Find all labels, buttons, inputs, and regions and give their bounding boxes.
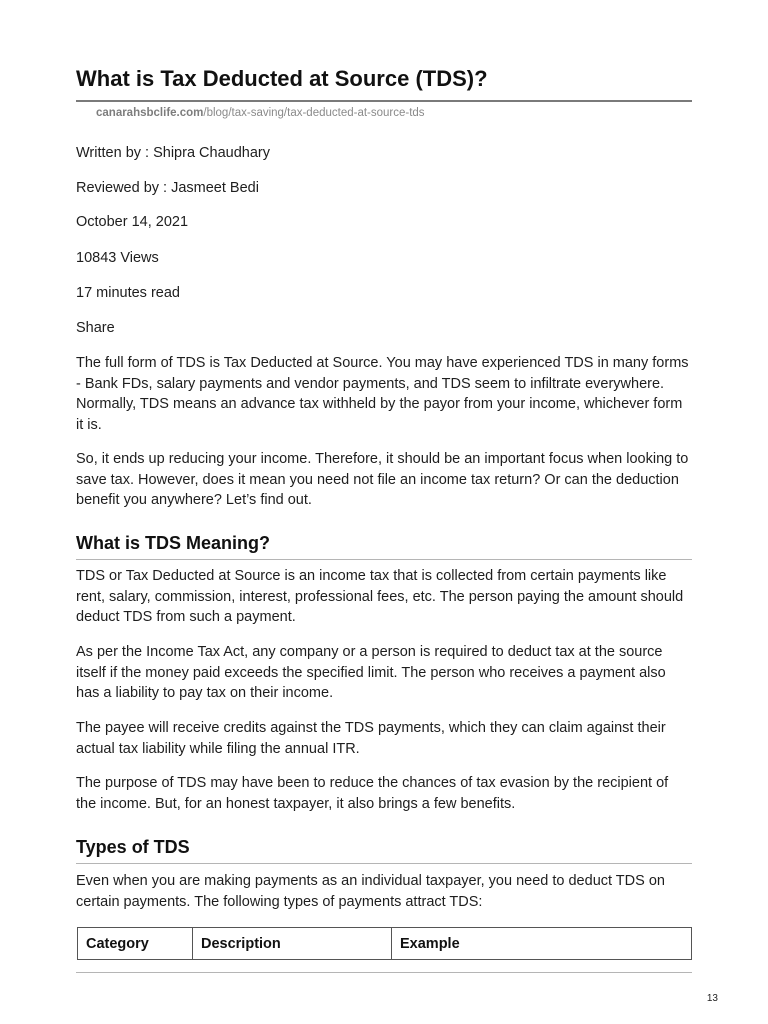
meaning-paragraph-1: TDS or Tax Deducted at Source is an income tax that is collected from certain payments like rent, salary, commission, interest, professional fees, etc. The person paying the amount should deduct TDS from such a payment. — [76, 568, 684, 625]
section-divider — [76, 863, 692, 864]
section-divider — [76, 559, 692, 560]
table-header-description: Description — [193, 928, 392, 960]
section-heading-types: Types of TDS — [76, 837, 190, 857]
page-bottom-divider — [76, 972, 692, 973]
publish-date: October 14, 2021 — [76, 214, 189, 230]
page-title: What is Tax Deducted at Source (TDS)? — [76, 66, 488, 91]
reviewer-line: Reviewed by : Jasmeet Bedi — [76, 180, 259, 196]
table-header-row — [78, 928, 692, 960]
intro-paragraph-1: The full form of TDS is Tax Deducted at Source. You may have experienced TDS in many forms - Bank FDs, salary payments and vendor payments, and TDS seem to infiltrate everywhere. Normally, TDS means an advance tax withheld by the payor from your income, whichever form it is. — [76, 355, 689, 433]
table-header-example: Example — [392, 928, 692, 960]
share-label: Share — [76, 320, 115, 336]
tds-types-table — [77, 927, 692, 960]
read-time: 17 minutes read — [76, 285, 180, 301]
source-url[interactable] — [96, 107, 425, 119]
table-header-category: Category — [78, 928, 193, 960]
source-url-domain[interactable]: canarahsbclife.com — [96, 107, 204, 119]
meaning-paragraph-3: The payee will receive credits against the TDS payments, which they can claim against their actual tax liability while filing the annual ITR. — [76, 720, 666, 757]
types-paragraph-1: Even when you are making payments as an individual taxpayer, you need to deduct TDS on certain payments. The following types of payments attract TDS: — [76, 873, 665, 910]
title-divider — [76, 100, 692, 102]
intro-paragraph-2: So, it ends up reducing your income. Therefore, it should be an important focus when looking to save tax. However, does it mean you need not file an income tax return? Or can the deduction benefit you anywhere? Let’s find out. — [76, 451, 689, 508]
meaning-paragraph-2: As per the Income Tax Act, any company or a person is required to deduct tax at the source itself if the money paid exceeds the specified limit. The person who receives a payment also has a liability to pay tax on their income. — [76, 644, 666, 701]
author-line: Written by : Shipra Chaudhary — [76, 145, 270, 161]
view-count: 10843 Views — [76, 250, 159, 266]
section-heading-meaning: What is TDS Meaning? — [76, 533, 271, 553]
source-url-path[interactable]: /blog/tax-saving/tax-deducted-at-source-tds — [203, 107, 425, 119]
page-number: 13 — [706, 993, 718, 1004]
meaning-paragraph-4: The purpose of TDS may have been to reduce the chances of tax evasion by the recipient of the income. But, for an honest taxpayer, it also brings a few benefits. — [76, 775, 669, 812]
